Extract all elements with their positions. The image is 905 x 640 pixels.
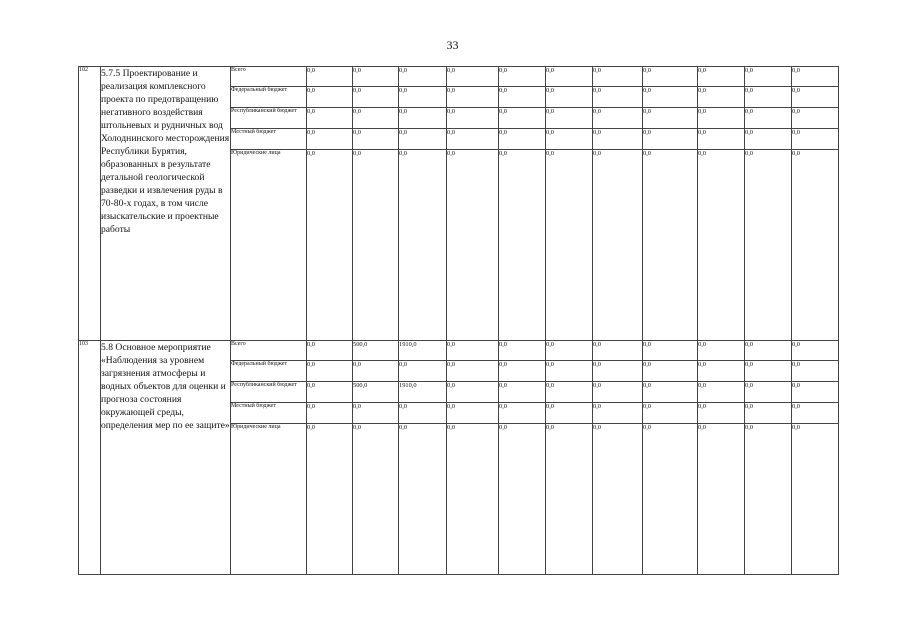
value-cell: 0,0 [499, 403, 546, 424]
value-cell: 0,0 [745, 87, 792, 108]
value-cell: 0,0 [499, 67, 546, 87]
value-cell: 0,0 [447, 341, 499, 361]
value-cell: 0,0 [593, 87, 643, 108]
value-cell: 0,0 [745, 150, 792, 341]
value-cell: 0,0 [593, 424, 643, 575]
value-cell: 0,0 [792, 403, 839, 424]
value-cell: 0,0 [499, 150, 546, 341]
value-cell: 0,0 [307, 150, 353, 341]
value-cell: 0,0 [698, 108, 745, 129]
value-cell: 0,0 [307, 382, 353, 403]
value-cell: 0,0 [353, 67, 399, 87]
value-cell: 0,0 [546, 150, 593, 341]
value-cell: 0,0 [643, 382, 698, 403]
value-cell: 0,0 [643, 341, 698, 361]
value-cell: 0,0 [307, 108, 353, 129]
value-cell: 0,0 [307, 361, 353, 382]
value-cell: 0,0 [643, 424, 698, 575]
value-cell: 0,0 [792, 341, 839, 361]
activity-name: 5.7.5 Проектирование и реализация комплексного проекта по предотвращению негативного воздействия штольневых и рудничных вод Холоднинского месторождения Республики Бурятия, образованных в результате детальной геологической разведки и извлечения руды в 70-80-х годах, в том числе изыскательские и проектные работы [101, 67, 231, 341]
value-cell: 0,0 [698, 150, 745, 341]
row-number: 102 [79, 67, 101, 341]
value-cell: 0,0 [698, 87, 745, 108]
value-cell: 0,0 [447, 108, 499, 129]
funding-source: Всего [231, 67, 307, 87]
funding-source: Юридические лица [231, 150, 307, 341]
value-cell: 0,0 [546, 87, 593, 108]
value-cell: 0,0 [399, 129, 447, 150]
value-cell: 0,0 [307, 424, 353, 575]
value-cell: 0,0 [307, 67, 353, 87]
value-cell: 0,0 [447, 87, 499, 108]
value-cell: 0,0 [546, 361, 593, 382]
value-cell: 0,0 [353, 361, 399, 382]
value-cell: 0,0 [307, 341, 353, 361]
value-cell: 0,0 [745, 67, 792, 87]
funding-source: Республиканский бюджет [231, 382, 307, 403]
value-cell: 0,0 [643, 67, 698, 87]
value-cell: 1910,0 [399, 341, 447, 361]
page-number: 33 [446, 38, 459, 52]
value-cell: 0,0 [399, 67, 447, 87]
value-cell: 1910,0 [399, 382, 447, 403]
value-cell: 0,0 [792, 424, 839, 575]
value-cell: 500,0 [353, 382, 399, 403]
value-cell: 0,0 [447, 67, 499, 87]
value-cell: 0,0 [499, 87, 546, 108]
value-cell: 0,0 [307, 87, 353, 108]
value-cell: 0,0 [546, 67, 593, 87]
value-cell: 0,0 [698, 129, 745, 150]
value-cell: 0,0 [499, 108, 546, 129]
value-cell: 0,0 [499, 129, 546, 150]
value-cell: 0,0 [546, 108, 593, 129]
value-cell: 0,0 [643, 87, 698, 108]
value-cell: 0,0 [499, 382, 546, 403]
value-cell: 0,0 [698, 424, 745, 575]
value-cell: 0,0 [447, 361, 499, 382]
value-cell: 0,0 [745, 129, 792, 150]
value-cell: 0,0 [399, 403, 447, 424]
table-row [79, 67, 839, 87]
value-cell: 0,0 [593, 150, 643, 341]
value-cell: 0,0 [698, 403, 745, 424]
value-cell: 0,0 [499, 341, 546, 361]
value-cell: 0,0 [447, 382, 499, 403]
value-cell: 0,0 [546, 424, 593, 575]
value-cell: 0,0 [447, 424, 499, 575]
value-cell: 0,0 [745, 108, 792, 129]
value-cell: 0,0 [593, 403, 643, 424]
funding-source: Федеральный бюджет [231, 87, 307, 108]
value-cell: 0,0 [745, 403, 792, 424]
value-cell: 0,0 [353, 424, 399, 575]
value-cell: 0,0 [643, 150, 698, 341]
value-cell: 0,0 [399, 424, 447, 575]
value-cell: 0,0 [593, 341, 643, 361]
value-cell: 0,0 [643, 361, 698, 382]
value-cell: 0,0 [593, 67, 643, 87]
value-cell: 0,0 [353, 87, 399, 108]
value-cell: 0,0 [307, 129, 353, 150]
value-cell: 0,0 [792, 129, 839, 150]
value-cell: 0,0 [593, 129, 643, 150]
value-cell: 0,0 [643, 108, 698, 129]
value-cell: 0,0 [499, 424, 546, 575]
value-cell: 0,0 [745, 382, 792, 403]
funding-source: Местный бюджет [231, 129, 307, 150]
value-cell: 0,0 [399, 150, 447, 341]
row-number: 103 [79, 341, 101, 575]
value-cell: 0,0 [593, 382, 643, 403]
value-cell: 0,0 [546, 341, 593, 361]
value-cell: 0,0 [353, 108, 399, 129]
value-cell: 0,0 [745, 361, 792, 382]
value-cell: 500,0 [353, 341, 399, 361]
value-cell: 0,0 [399, 361, 447, 382]
value-cell: 0,0 [447, 150, 499, 341]
value-cell: 0,0 [499, 361, 546, 382]
value-cell: 0,0 [353, 150, 399, 341]
funding-source: Федеральный бюджет [231, 361, 307, 382]
funding-source: Местный бюджет [231, 403, 307, 424]
value-cell: 0,0 [546, 382, 593, 403]
value-cell: 0,0 [447, 403, 499, 424]
value-cell: 0,0 [546, 403, 593, 424]
value-cell: 0,0 [593, 108, 643, 129]
value-cell: 0,0 [698, 67, 745, 87]
funding-source: Юридические лица [231, 424, 307, 575]
table-row [79, 341, 839, 361]
value-cell: 0,0 [698, 361, 745, 382]
value-cell: 0,0 [353, 129, 399, 150]
value-cell: 0,0 [546, 129, 593, 150]
value-cell: 0,0 [745, 341, 792, 361]
value-cell: 0,0 [643, 129, 698, 150]
value-cell: 0,0 [792, 150, 839, 341]
value-cell: 0,0 [643, 403, 698, 424]
value-cell: 0,0 [792, 382, 839, 403]
activity-name: 5.8 Основное мероприятие «Наблюдения за уровнем загрязнения атмосферы и водных объектов для оценки и прогноза состояния окружающей среды, определения мер по ее защите» [101, 341, 231, 575]
value-cell: 0,0 [792, 108, 839, 129]
funding-source: Всего [231, 341, 307, 361]
value-cell: 0,0 [447, 129, 499, 150]
value-cell: 0,0 [399, 108, 447, 129]
value-cell: 0,0 [698, 341, 745, 361]
value-cell: 0,0 [399, 87, 447, 108]
value-cell: 0,0 [792, 87, 839, 108]
budget-table [78, 66, 839, 575]
funding-source: Республиканский бюджет [231, 108, 307, 129]
value-cell: 0,0 [698, 382, 745, 403]
value-cell: 0,0 [353, 403, 399, 424]
value-cell: 0,0 [745, 424, 792, 575]
value-cell: 0,0 [792, 67, 839, 87]
value-cell: 0,0 [307, 403, 353, 424]
value-cell: 0,0 [792, 361, 839, 382]
value-cell: 0,0 [593, 361, 643, 382]
